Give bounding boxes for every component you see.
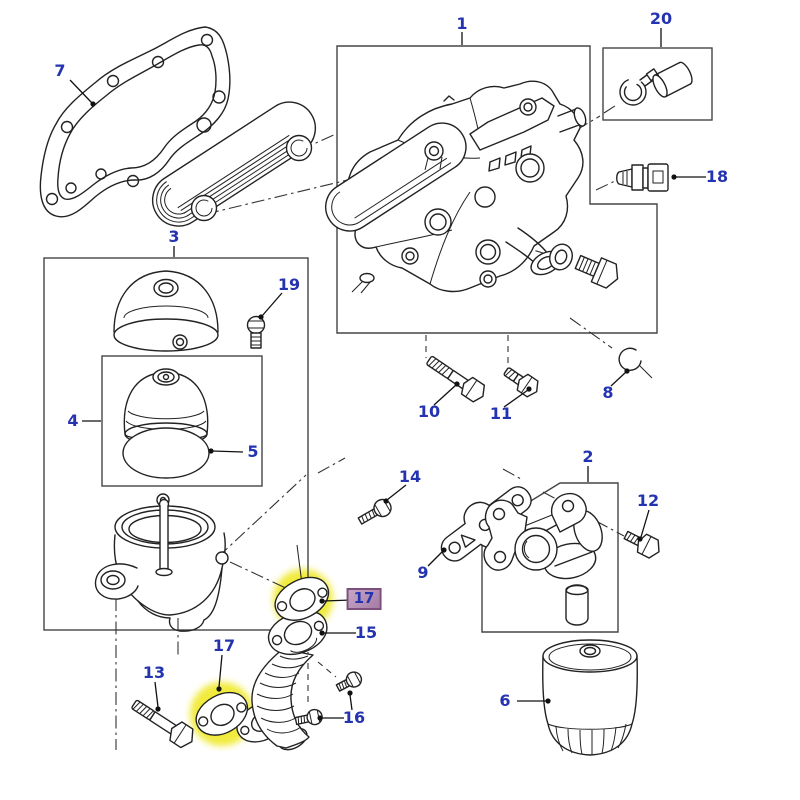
callout-3[interactable]: 3 <box>168 227 180 246</box>
callout-9[interactable]: 9 <box>417 563 429 582</box>
callout-17-highlighted[interactable]: 17 <box>347 588 382 610</box>
callout-12[interactable]: 12 <box>636 491 660 510</box>
callout-11[interactable]: 11 <box>489 404 513 423</box>
callout-8[interactable]: 8 <box>602 383 614 402</box>
callout-1[interactable]: 1 <box>456 14 468 33</box>
callout-16[interactable]: 16 <box>342 708 366 727</box>
part-oring-and-plug <box>546 241 622 291</box>
callout-10[interactable]: 10 <box>417 402 441 421</box>
callout-5[interactable]: 5 <box>247 442 259 461</box>
callout-6[interactable]: 6 <box>499 691 511 710</box>
part-2-filter-head <box>484 494 607 625</box>
part-19-bolt <box>248 317 265 349</box>
callout-2[interactable]: 2 <box>582 447 594 466</box>
part-13-bolt <box>128 695 198 751</box>
part-3-dome-cover <box>114 271 218 351</box>
part-3-oil-cooler-element <box>143 92 326 236</box>
callout-19[interactable]: 19 <box>277 275 301 294</box>
callout-4[interactable]: 4 <box>67 411 79 430</box>
part-1-housing <box>317 81 588 293</box>
part-6-oil-filter <box>543 640 638 755</box>
part-18-sensor <box>617 164 668 191</box>
part-3-filter-bowl <box>96 494 228 631</box>
part-5-filter-element <box>123 428 209 478</box>
callout-17[interactable]: 17 <box>212 636 236 655</box>
callout-13[interactable]: 13 <box>142 663 166 682</box>
callout-20[interactable]: 20 <box>649 9 673 28</box>
part-10-bolt <box>423 352 488 405</box>
callout-18[interactable]: 18 <box>705 167 729 186</box>
callout-7[interactable]: 7 <box>54 61 66 80</box>
part-20-clamp-and-sleeve <box>620 60 695 105</box>
callout-14[interactable]: 14 <box>398 467 422 486</box>
callout-15[interactable]: 15 <box>354 623 378 642</box>
